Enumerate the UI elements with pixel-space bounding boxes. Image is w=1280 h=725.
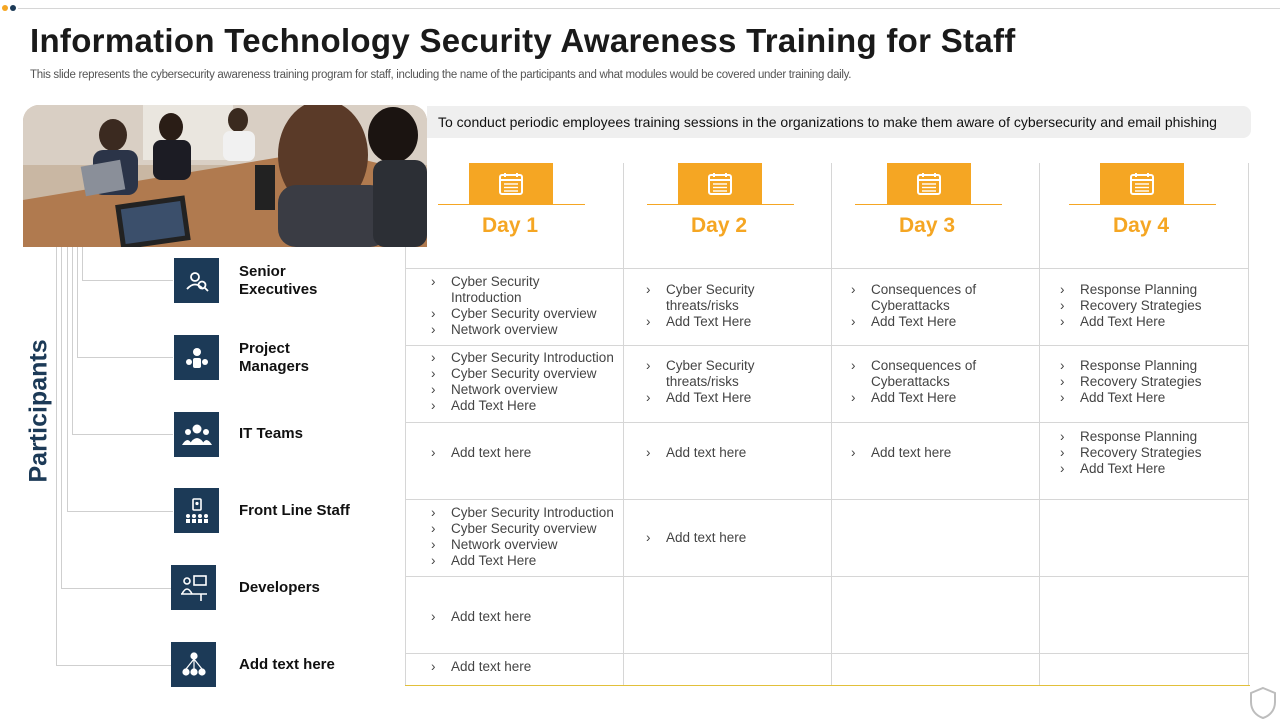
cell-r2-d1 — [431, 445, 531, 461]
list-item: › Cyber Security overview — [431, 306, 597, 322]
grid-line — [405, 653, 1249, 654]
day-3-label: Day 3 — [898, 214, 956, 237]
calendar-icon — [1100, 163, 1184, 204]
cell-r3-d1 — [431, 505, 614, 569]
page-title: Information Technology Security Awareness Training for Staff — [30, 22, 1016, 59]
cell-r1-d3 — [851, 358, 976, 406]
list-item: › Add text here — [431, 659, 531, 675]
list-item: › Recovery Strategies — [1060, 374, 1202, 390]
list-item: › Cyber Security Introduction — [431, 350, 614, 366]
calendar-icon — [469, 163, 553, 204]
participant-front-line-staff: Front Line Staff — [239, 502, 350, 519]
day-4-label: Day 4 — [1112, 214, 1170, 237]
participant-project-managers — [239, 340, 309, 376]
participant-label-line1: Senior — [239, 263, 286, 280]
list-item: › Recovery Strategies — [1060, 298, 1202, 314]
list-item: › Add Text Here — [431, 553, 614, 569]
grid-line — [405, 422, 1249, 423]
list-item: › Consequences of — [851, 358, 976, 374]
participant-label-line1: Project — [239, 340, 290, 357]
connector-line — [56, 247, 171, 666]
participant-label-line2: Executives — [239, 281, 318, 298]
grid-line — [1248, 163, 1249, 685]
day-1-label: Day 1 — [481, 214, 539, 237]
objective-banner: To conduct periodic employees training sessions in the organizations to make them aware of cybersecurity and email phishing — [427, 106, 1251, 138]
list-item: › Add text here — [431, 609, 531, 625]
hierarchy-icon — [171, 642, 216, 687]
list-item: › Cyber Security — [646, 358, 755, 374]
list-item: › Add text here — [431, 445, 531, 461]
user-search-icon — [174, 258, 219, 303]
list-item: › Network overview — [431, 382, 614, 398]
list-item: › Cyber Security — [646, 282, 755, 298]
list-item: › Add Text Here — [431, 398, 614, 414]
grid-line — [405, 576, 1249, 577]
day-underline — [438, 204, 585, 205]
grid-line — [831, 163, 832, 685]
grid-line — [405, 499, 1249, 500]
project-team-icon — [174, 335, 219, 380]
cell-r1-d1 — [431, 350, 614, 414]
accent-dot-navy — [10, 5, 16, 11]
list-item: › Cyber Security Introduction — [431, 505, 614, 521]
grid-line — [623, 163, 624, 685]
cell-r0-d2 — [646, 282, 755, 330]
participant-it-teams: IT Teams — [239, 425, 303, 442]
list-item-continuation: Introduction — [451, 290, 522, 305]
calendar-icon — [678, 163, 762, 204]
day-underline — [1069, 204, 1216, 205]
list-item-continuation: Cyberattacks — [871, 374, 950, 389]
participant-senior-executives — [239, 263, 317, 299]
list-item: › Add text here — [646, 530, 746, 546]
cell-r1-d2 — [646, 358, 755, 406]
list-item: › Add text here — [851, 445, 951, 461]
meeting-photo — [23, 105, 427, 247]
list-item: › Add Text Here — [1060, 461, 1202, 477]
day-underline — [855, 204, 1002, 205]
day-2-label: Day 2 — [690, 214, 748, 237]
list-item: › Cyber Security overview — [431, 366, 614, 382]
grid-line — [405, 268, 1249, 269]
list-item: › Add Text Here — [646, 314, 755, 330]
participant-add-text: Add text here — [239, 656, 335, 673]
cell-r5-d1 — [431, 659, 531, 675]
list-item: › Response Planning — [1060, 282, 1202, 298]
top-divider — [18, 8, 1280, 9]
list-item: › Add Text Here — [851, 390, 976, 406]
grid-line — [405, 247, 406, 685]
staff-badge-icon — [174, 488, 219, 533]
cell-r1-d4 — [1060, 358, 1202, 406]
list-item-continuation: threats/risks — [666, 374, 739, 389]
participant-developers: Developers — [239, 579, 320, 596]
participant-label-line2: Managers — [239, 358, 310, 375]
list-item: › Add text here — [646, 445, 746, 461]
list-item: › Consequences of — [851, 282, 976, 298]
group-icon — [174, 412, 219, 457]
cell-r2-d4 — [1060, 429, 1202, 477]
shield-icon — [1248, 686, 1278, 725]
grid-line — [1039, 163, 1040, 685]
cell-r2-d2 — [646, 445, 746, 461]
list-item: › Response Planning — [1060, 358, 1202, 374]
list-item: › Network overview — [431, 537, 614, 553]
list-item: › Add Text Here — [646, 390, 755, 406]
calendar-icon — [887, 163, 971, 204]
list-item: › Response Planning — [1060, 429, 1202, 445]
list-item: › Add Text Here — [1060, 314, 1202, 330]
cell-r0-d3 — [851, 282, 976, 330]
cell-r3-d2 — [646, 530, 746, 546]
list-item-continuation: threats/risks — [666, 298, 739, 313]
list-item: › Cyber Security overview — [431, 521, 614, 537]
grid-line — [405, 345, 1249, 346]
list-item: › Add Text Here — [851, 314, 976, 330]
list-item: › Network overview — [431, 322, 597, 338]
cell-r0-d4 — [1060, 282, 1202, 330]
cell-r0-d1 — [431, 274, 597, 338]
list-item: › Recovery Strategies — [1060, 445, 1202, 461]
page-subtitle: This slide represents the cybersecurity awareness training program for staff, including the name of the participants and what modules would be covered under training daily. — [30, 69, 852, 81]
cell-r4-d1 — [431, 609, 531, 625]
cell-r2-d3 — [851, 445, 951, 461]
table-bottom-rule — [405, 685, 1250, 686]
list-item: › Add Text Here — [1060, 390, 1202, 406]
accent-dot-orange — [2, 5, 8, 11]
list-item-continuation: Cyberattacks — [871, 298, 950, 313]
day-underline — [647, 204, 794, 205]
list-item: › Cyber Security — [431, 274, 597, 290]
participants-label: Participants — [24, 339, 53, 483]
developer-desk-icon — [171, 565, 216, 610]
